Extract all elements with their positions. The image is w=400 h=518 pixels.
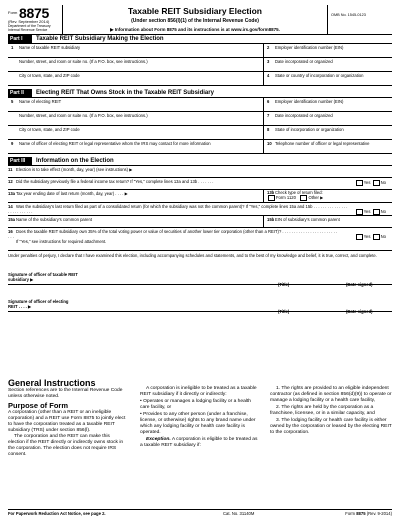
footer-cat-number: Cat. No. 31140M — [223, 511, 255, 516]
exception-item-2: 2. The rights are held by the corporation as a franchisee, licensee, or in a similar capacity, and — [270, 405, 375, 416]
part-3-label: Part III — [8, 157, 32, 165]
form-id-block — [8, 5, 63, 34]
question-text: Election is to take effect (month, day, year) (see instructions) ▶ — [16, 167, 133, 172]
purpose-paragraph-1: A corporation (other than a REIT or an ineligible corporation) and a REIT use Form 8875 to jointly elect to have the corporation treated as a taxable REIT subsidiary (TRS) under section 856(l). — [8, 410, 126, 433]
instructions-column-3 — [270, 386, 392, 436]
question-16[interactable]: 16 Does the taxable REIT subsidiary own 35% of the total voting power or value of securities of another lower tier corporation (other than a REIT)? . . . . . . . . . . . . . . . . . . . . . . . . . . . If "Yes," see instructions for required attachment. Yes No — [8, 228, 392, 251]
ineligible-bullet-2: • Provides to any other person (under a franchise, license, or otherwise) rights to any brand name under which any lodging facility or health care facility is operated. — [140, 412, 256, 435]
question-text: EIN of subsidiary's common parent — [275, 217, 340, 222]
department-name: Department of the Treasury Internal Revenue Service — [8, 24, 51, 32]
signature-line-1[interactable] — [8, 268, 392, 285]
no-checkbox[interactable] — [373, 209, 380, 215]
part-1-label: Part I — [8, 35, 32, 43]
part-1-title: Taxable REIT Subsidiary Making the Election — [36, 36, 164, 42]
yes-checkbox[interactable] — [356, 180, 363, 186]
field-label: City or town, state, and ZIP code — [19, 127, 80, 132]
footer-form-id: Form 8875 (Rev. 9-2014) — [345, 511, 392, 516]
question-11[interactable]: 11 Election is to take effect (month, day, year) (see instructions) ▶ — [8, 166, 392, 178]
field-label: Name of electing REIT — [19, 99, 62, 104]
form-word: Form — [8, 10, 18, 15]
question-15[interactable]: 15aName of the subsidiary's common parent 15bEIN of subsidiary's common parent — [8, 216, 392, 228]
exception-item-3: 3. The lodging facility or health care facility is either owned by the corporation or leased by the electing REIT to the corporation. — [270, 418, 392, 435]
no-checkbox[interactable] — [373, 180, 380, 186]
field-label: Number, street, and room or suite no. (If a P.O. box, see instructions.) — [19, 113, 148, 118]
yes-checkbox[interactable] — [356, 234, 363, 240]
yes-no-14[interactable]: Yes No — [355, 209, 386, 215]
form-1120-checkbox[interactable] — [268, 195, 275, 201]
ineligible-paragraph: A corporation is ineligible to be treated as a taxable REIT subsidiary if it directly or indirectly: — [140, 386, 257, 397]
footer-paperwork-notice: For Paperwork Reduction Act Notice, see page 2. — [8, 511, 106, 516]
form-title-block — [64, 5, 326, 33]
question-text: Did the subsidiary previously file a federal income tax return? If "Yes," complete lines 13a and 13b . . . . . . . — [16, 179, 214, 184]
yes-no-16[interactable]: Yes No — [355, 234, 386, 240]
ineligible-bullet-1: • Operates or manages a lodging facility or a health care facility, or — [140, 399, 251, 410]
form-title: Taxable REIT Subsidiary Election — [128, 6, 262, 16]
field-label: City or town, state, and ZIP code — [19, 73, 80, 78]
instructions-column-2 — [140, 386, 258, 449]
question-text: Does the taxable REIT subsidiary own 35% of the total voting power or value of securities of another lower tier corporation (other than a REIT)? . . . . . . . . . . . . . . . . . . . . . . . . . . . — [8, 229, 338, 239]
part-1-row-1[interactable]: 1 Name of taxable REIT subsidiary 2 Employer identification number (EIN) — [8, 44, 392, 58]
signature-label: Signature of officer of taxable REIT subsidiary ▶ — [8, 272, 78, 282]
form-number: 8875 — [19, 5, 49, 21]
field-label: Date incorporated or organized — [275, 59, 333, 64]
part-1-row-3[interactable]: City or town, state, and ZIP code 4 State or country of incorporation or organization — [8, 72, 392, 86]
field-label: Number, street, and room or suite no. (If a P.O. box, see instructions.) — [19, 59, 148, 64]
part-3-title: Information on the Election — [36, 158, 114, 164]
part-1-header — [8, 35, 392, 44]
part-3-header — [8, 157, 392, 166]
form-header — [8, 5, 392, 35]
field-label: Name of officer of electing REIT or legal representative whom the IRS may contact for more information — [19, 141, 211, 146]
signature-title: (Title) — [278, 309, 290, 314]
purpose-heading: Purpose of Form — [8, 401, 69, 410]
field-label: Date incorporated or organized — [275, 113, 333, 118]
question-note: If "Yes," see instructions for required attachment. — [16, 239, 107, 244]
field-label: Employer identification number (EIN) — [275, 99, 344, 104]
signature-label: Signature of officer of electing REIT . . . . ▶ — [8, 299, 69, 309]
purpose-paragraph-2: The corporation and the REIT can make this election if the REIT directly or indirectly owns stock in the corporation. The election does not require IRS consent. — [8, 434, 124, 457]
question-14[interactable]: 14 Was the subsidiary's last return filed as part of a consolidated return (for which the subsidiary was not the common parent)? If "Yes," complete lines 15a and 15b . . . . . . . . . . . . . . . . . . . . . . . . . . Yes No — [8, 203, 392, 216]
part-2-row-2[interactable]: Number, street, and room or suite no. (If a P.O. box, see instructions.) 7 Date incorporated or organized — [8, 112, 392, 126]
yes-no-12[interactable]: Yes No — [355, 180, 386, 186]
field-label: Employer identification number (EIN) — [275, 45, 344, 50]
part-2-label: Part II — [8, 89, 32, 97]
instructions-intro: Section references are to the Internal Revenue Code unless otherwise noted. — [8, 388, 123, 399]
return-type-block: 13bCheck type of return filed: Form 1120 Other ▶ — [263, 190, 323, 202]
question-text: Name of the subsidiary's common parent — [16, 217, 92, 222]
exception-paragraph: Exception. A corporation is eligible to be treated as a taxable REIT subsidiary if: — [140, 437, 258, 448]
perjury-statement: Under penalties of perjury, I declare that I have examined this election, including accompanying schedules and statements, and to the best of my knowledge and belief, it is true, correct, and complete. — [8, 253, 377, 258]
signature-title: (Title) — [278, 282, 290, 287]
no-checkbox[interactable] — [373, 234, 380, 240]
omb-number: OMB No. 1545-0123 — [331, 13, 366, 17]
question-12[interactable]: 12 Did the subsidiary previously file a federal income tax return? If "Yes," complete lines 13a and 13b . . . . . . . Yes No — [8, 178, 392, 190]
field-label: State or country of incorporation or organization — [275, 73, 364, 78]
question-text: Tax year ending date of last return (month, day, year) . . . . ▶ — [16, 191, 128, 196]
signature-line-2[interactable] — [8, 295, 392, 312]
signature-date: (Date signed) — [346, 282, 373, 287]
part-2-header — [8, 89, 392, 98]
instructions-column-1 — [8, 380, 128, 458]
signature-date: (Date signed) — [346, 309, 373, 314]
form-footer — [8, 509, 392, 516]
field-label: Name of taxable REIT subsidiary — [19, 45, 81, 50]
field-label: Telephone number of officer or legal representative — [275, 141, 370, 146]
part-1-row-2[interactable]: Number, street, and room or suite no. (If a P.O. box, see instructions.) 3 Date incorporated or organized — [8, 58, 392, 72]
form-revision: (Rev. September 2014) — [8, 19, 50, 24]
general-instructions — [8, 380, 392, 498]
omb-block — [327, 5, 392, 34]
part-2-row-3[interactable]: City or town, state, and ZIP code 8 State of incorporation or organization — [8, 126, 392, 140]
exception-item-1: 1. The rights are provided to an eligible independent contractor (as defined in section 856(d)(9)) to operate or manage a lodging facility or a health care facility, — [270, 386, 392, 403]
form-info-line: ▶ Information about Form 8875 and its instructions is at www.irs.gov/form8875. — [110, 27, 280, 32]
part-2-row-4[interactable]: 9 Name of officer of electing REIT or legal representative whom the IRS may contact for more information 10 Telephone number of officer or legal representative — [8, 140, 392, 154]
instructions-heading: General Instructions — [8, 378, 96, 388]
other-checkbox[interactable] — [300, 195, 307, 201]
part-2-row-1[interactable]: 5 Name of electing REIT 6 Employer identification number (EIN) — [8, 98, 392, 112]
form-subtitle: (Under section 856(l)(1) of the Internal Revenue Code) — [131, 18, 259, 24]
question-13[interactable]: 13aTax year ending date of last return (month, day, year) . . . . ▶ 13bCheck type of return filed: Form 1120 Other ▶ — [8, 190, 392, 203]
question-text: Was the subsidiary's last return filed as part of a consolidated return (for which the subsidiary was not the common parent)? If "Yes," complete lines 15a and 15b . . . . . . . . . . . . . . . . . . . . . . . . . . — [8, 204, 348, 214]
part-2-title: Electing REIT That Owns Stock in the Taxable REIT Subsidiary — [36, 90, 214, 96]
yes-checkbox[interactable] — [356, 209, 363, 215]
field-label: State of incorporation or organization — [275, 127, 344, 132]
